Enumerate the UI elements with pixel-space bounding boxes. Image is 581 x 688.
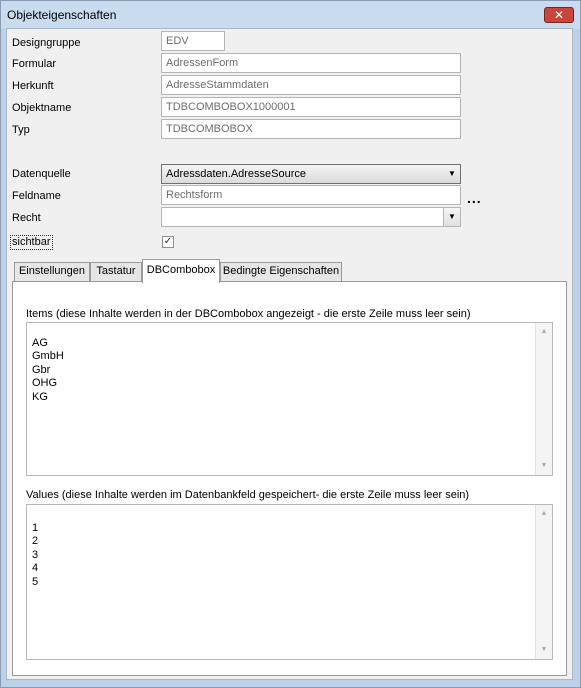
items-scrollbar[interactable] [535, 323, 552, 475]
chevron-down-icon[interactable]: ▼ [443, 208, 460, 226]
tab-bedingte-eigenschaften[interactable]: Bedingte Eigenschaften [220, 262, 342, 281]
list-item: GmbH [32, 350, 64, 363]
values-memo[interactable] [26, 504, 553, 660]
list-item: Gbr [32, 363, 51, 376]
values-label: Values (diese Inhalte werden im Datenbankfeld gespeichert- die erste Zeile muss leer sein) [26, 489, 470, 501]
feldname-label: Feldname [12, 190, 61, 202]
formular-label: Formular [12, 58, 57, 70]
close-button[interactable] [544, 7, 574, 23]
close-icon: ✕ [553, 8, 565, 22]
tab-einstellungen[interactable]: Einstellungen [14, 262, 90, 281]
sichtbar-checkbox[interactable] [162, 236, 174, 248]
typ-label: Typ [12, 124, 30, 136]
datenquelle-value: Adressdaten.AdresseSource [166, 168, 307, 180]
scroll-up-icon[interactable]: ▲ [540, 328, 548, 335]
typ-field[interactable]: TDBCOMBOBOX [161, 119, 461, 139]
list-item: 2 [32, 535, 39, 548]
recht-label: Recht [12, 212, 41, 224]
herkunft-field[interactable]: AdresseStammdaten [161, 75, 461, 95]
list-item: OHG [32, 377, 58, 390]
tab-tastatur[interactable]: Tastatur [90, 262, 142, 281]
values-scrollbar[interactable] [535, 505, 552, 659]
list-item: 3 [32, 548, 39, 561]
list-item: 5 [32, 575, 39, 588]
datenquelle-dropdown[interactable] [161, 164, 461, 184]
scroll-down-icon[interactable]: ▼ [540, 462, 548, 469]
check-icon: ✓ [163, 236, 173, 247]
list-item: 4 [32, 562, 39, 575]
chevron-down-icon[interactable]: ▼ [448, 169, 456, 178]
objektname-label: Objektname [12, 102, 72, 114]
feldname-field[interactable]: Rechtsform [161, 185, 461, 205]
list-item: 1 [32, 522, 39, 534]
items-label: Items (diese Inhalte werden in der DBCombobox angezeigt - die erste Zeile muss leer sein) [26, 308, 471, 320]
formular-field[interactable]: AdressenForm [161, 53, 461, 73]
recht-dropdown[interactable] [161, 207, 461, 227]
designgruppe-field[interactable]: EDV [161, 31, 225, 51]
list-item: KG [32, 390, 48, 403]
herkunft-label: Herkunft [12, 80, 54, 92]
items-list [32, 337, 64, 404]
sichtbar-label[interactable]: sichtbar [12, 236, 51, 248]
tab-dbcombobox[interactable]: DBCombobox [142, 259, 220, 283]
objektname-field[interactable]: TDBCOMBOBOX1000001 [161, 97, 461, 117]
designgruppe-label: Designgruppe [12, 37, 81, 49]
scroll-up-icon[interactable]: ▲ [540, 510, 548, 517]
datenquelle-label: Datenquelle [12, 168, 71, 180]
list-item: AG [32, 337, 48, 349]
scroll-down-icon[interactable]: ▼ [540, 646, 548, 653]
window-title: Objekteigenschaften [7, 8, 117, 22]
title-bar[interactable] [1, 1, 580, 29]
values-list [32, 522, 38, 589]
feldname-browse-button[interactable]: ... [467, 190, 482, 206]
items-memo[interactable] [26, 322, 553, 476]
